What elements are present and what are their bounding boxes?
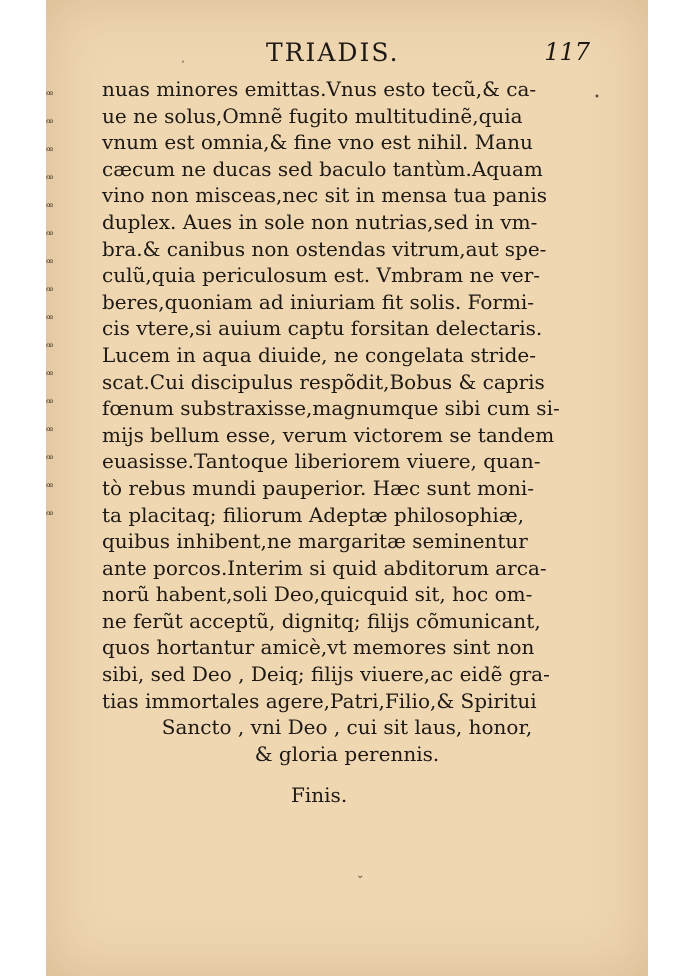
bleed-through-mark: ꟹ: [46, 396, 54, 410]
text-line: ta placitaq; filiorum Adeptæ philosophiæ,: [102, 502, 524, 527]
bleed-through-mark: ꟹ: [46, 88, 54, 102]
body-text: [102, 76, 592, 767]
bleed-through-mark: ꟹ: [46, 228, 54, 242]
book-page: [46, 0, 648, 976]
bleed-through-mark: ꟹ: [46, 508, 54, 522]
finis: Finis.: [291, 783, 348, 807]
text-line: scat.Cui discipulus respõdit,Bobus & capris: [102, 369, 545, 394]
text-line: ne ferũt acceptũ, dignitq; filijs cõmunicant,: [102, 608, 541, 633]
text-line: sibi, sed Deo , Deiq; filijs viuere,ac eidẽ gra-: [102, 662, 550, 687]
text-line: quibus inhibent,ne margaritæ seminentur: [102, 529, 528, 554]
text-line: ante porcos.Interim si quid abditorum arca-: [102, 555, 547, 580]
bleed-through-mark: ꟹ: [46, 256, 54, 270]
text-line: Lucem in aqua diuide, ne congelata stride-: [102, 342, 537, 367]
text-line: fœnum substraxisse,magnumque sibi cum si-: [102, 396, 560, 421]
paper-speck: ⌄: [356, 870, 365, 881]
page-number: 117: [544, 38, 590, 66]
text-line: cæcum ne ducas sed baculo tantùm.Aquam: [102, 156, 543, 181]
text-line: culũ,quia periculosum est. Vmbram ne ver-: [102, 263, 541, 288]
text-line: vino non misceas,nec sit in mensa tua panis: [102, 183, 547, 208]
text-line: bra.& canibus non ostendas vitrum,aut spe-: [102, 236, 547, 261]
bleed-through-mark: ꟹ: [46, 172, 54, 186]
running-title: TRIADIS.: [266, 38, 400, 67]
text-line: euasisse.Tantoque liberiorem viuere, quan-: [102, 449, 541, 474]
text-line: duplex. Aues in sole non nutrias,sed in vm-: [102, 209, 538, 234]
text-line: tò rebus mundi pauperior. Hæc sunt moni-: [102, 475, 535, 500]
text-line: nuas minores emittas.Vnus esto tecũ,& ca-: [102, 77, 537, 101]
bleed-through-mark: ꟹ: [46, 200, 54, 214]
bleed-through-mark: ꟹ: [46, 144, 54, 158]
paper-speck: •: [594, 92, 600, 103]
text-line: cis vtere,si auium captu forsitan delectaris.: [102, 316, 543, 341]
text-line: beres,quoniam ad iniuriam fit solis. Formi-: [102, 289, 535, 314]
text-line: vnum est omnia,& fine vno est nihil. Manu: [102, 130, 533, 155]
paper-speck: ʼ: [181, 60, 185, 71]
bleed-through-mark: ꟹ: [46, 116, 54, 130]
bleed-through-mark: ꟹ: [46, 452, 54, 466]
bleed-through-mark: ꟹ: [46, 312, 54, 326]
bleed-through-mark: ꟹ: [46, 424, 54, 438]
text-line: ue ne solus,Omnẽ fugito multitudinẽ,quia: [102, 103, 523, 128]
text-line: tias immortales agere,Patri,Filio,& Spiritui: [102, 688, 537, 713]
bleed-through-mark: ꟹ: [46, 340, 54, 354]
text-line: & gloria perennis.: [254, 741, 440, 766]
text-line: norũ habent,soli Deo,quicquid sit, hoc om-: [102, 582, 533, 607]
bleed-through-mark: ꟹ: [46, 284, 54, 298]
text-line: quos hortantur amicè,vt memores sint non: [102, 635, 535, 660]
bleed-through-mark: ꟹ: [46, 480, 54, 494]
text-line: Sancto , vni Deo , cui sit laus, honor,: [161, 715, 533, 740]
bleed-through-mark: ꟹ: [46, 368, 54, 382]
text-line: mijs bellum esse, verum victorem se tandem: [102, 422, 555, 447]
